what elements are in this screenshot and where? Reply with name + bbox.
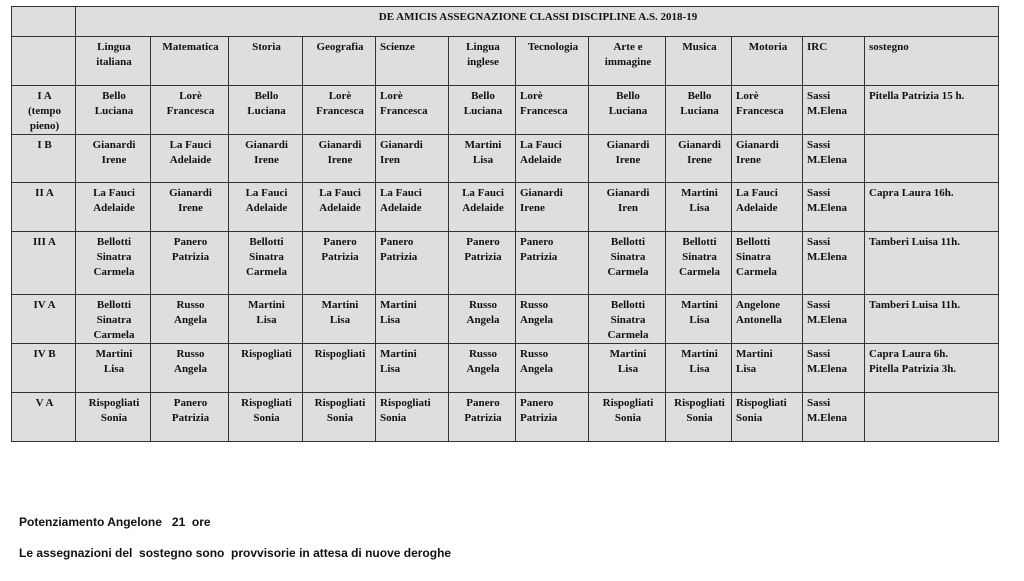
table-row xyxy=(12,183,999,232)
assignment-cell: La Fauci Adelaide xyxy=(449,183,516,232)
assignment-cell: La Fauci Adelaide xyxy=(229,183,303,232)
assignment-cell: Panero Patrizia xyxy=(151,393,229,442)
assignment-cell: Bellotti Sinatra Carmela xyxy=(589,232,666,295)
class-label: II A xyxy=(12,183,76,232)
assignment-cell: Gianardi Irene xyxy=(666,135,732,183)
assignment-cell: Bellotti Sinatra Carmela xyxy=(229,232,303,295)
assignment-cell: Gianardi Iren xyxy=(376,135,449,183)
assignment-cell: Gianardi Irene xyxy=(76,135,151,183)
assignment-cell xyxy=(865,393,999,442)
header-row xyxy=(12,37,999,86)
assignment-cell xyxy=(865,135,999,183)
table-row xyxy=(12,393,999,442)
assignment-cell: La Fauci Adelaide xyxy=(76,183,151,232)
potenziamento-note: Potenziamento Angelone 21 ore xyxy=(19,515,211,529)
assignment-cell: Lorè Francesca xyxy=(303,86,376,135)
assignment-cell: Panero Patrizia xyxy=(303,232,376,295)
assignment-cell: Lorè Francesca xyxy=(516,86,589,135)
assignment-cell: Lorè Francesca xyxy=(151,86,229,135)
assignment-cell: Gianardi Irene xyxy=(516,183,589,232)
assignment-cell: La Fauci Adelaide xyxy=(516,135,589,183)
assignment-cell: Capra Laura 6h. Pitella Patrizia 3h. xyxy=(865,344,999,393)
class-label: IV A xyxy=(12,295,76,344)
assignment-cell: Rispogliati Sonia xyxy=(229,393,303,442)
assignment-cell: Rispogliati Sonia xyxy=(666,393,732,442)
assignment-cell: Martini Lisa xyxy=(732,344,803,393)
assignment-cell: Gianardi Iren xyxy=(589,183,666,232)
assignment-cell: Russo Angela xyxy=(516,295,589,344)
assignment-cell: Russo Angela xyxy=(151,344,229,393)
assignment-cell: Rispogliati xyxy=(229,344,303,393)
table-row xyxy=(12,344,999,393)
assignment-cell: La Fauci Adelaide xyxy=(303,183,376,232)
assignment-cell: Gianardi Irene xyxy=(151,183,229,232)
assignment-cell: Rispogliati Sonia xyxy=(303,393,376,442)
assignment-cell: Bellotti Sinatra Carmela xyxy=(76,232,151,295)
assignment-cell: Martini Lisa xyxy=(76,344,151,393)
table-title: DE AMICIS ASSEGNAZIONE CLASSI DISCIPLINE A.S. 2018-19 xyxy=(76,7,999,37)
assignment-cell: Sassi M.Elena xyxy=(803,183,865,232)
table-corner-cell xyxy=(12,7,76,37)
sostegno-note: Le assegnazioni del sostegno sono provvisorie in attesa di nuove deroghe xyxy=(19,546,452,560)
assignment-table xyxy=(11,6,999,442)
header-cell: Tecnologia xyxy=(516,37,589,86)
assignment-cell: Rispogliati Sonia xyxy=(589,393,666,442)
header-cell: Motoria xyxy=(732,37,803,86)
table-row xyxy=(12,232,999,295)
assignment-cell: Russo Angela xyxy=(151,295,229,344)
assignment-cell: Lorè Francesca xyxy=(732,86,803,135)
assignment-cell: Capra Laura 16h. xyxy=(865,183,999,232)
header-cell: Lingua italiana xyxy=(76,37,151,86)
assignment-cell: Panero Patrizia xyxy=(449,232,516,295)
class-label: III A xyxy=(12,232,76,295)
header-cell: Arte e immagine xyxy=(589,37,666,86)
assignment-cell: Martini Lisa xyxy=(666,183,732,232)
assignment-cell: Panero Patrizia xyxy=(516,393,589,442)
assignment-cell: Martini Lisa xyxy=(449,135,516,183)
assignment-cell: Rispogliati xyxy=(303,344,376,393)
assignment-cell: Tamberi Luisa 11h. xyxy=(865,295,999,344)
assignment-cell: Tamberi Luisa 11h. xyxy=(865,232,999,295)
header-corner-cell xyxy=(12,37,76,86)
header-cell: IRC xyxy=(803,37,865,86)
assignment-cell: Panero Patrizia xyxy=(449,393,516,442)
assignment-cell: Martini Lisa xyxy=(229,295,303,344)
table-row xyxy=(12,135,999,183)
header-cell: Geografia xyxy=(303,37,376,86)
assignment-cell: Bellotti Sinatra Carmela xyxy=(732,232,803,295)
assignment-cell: Sassi M.Elena xyxy=(803,295,865,344)
class-label: IV B xyxy=(12,344,76,393)
assignment-cell: Bello Luciana xyxy=(76,86,151,135)
assignment-cell: Panero Patrizia xyxy=(151,232,229,295)
assignment-cell: Gianardi Irene xyxy=(303,135,376,183)
assignment-cell: Rispogliati Sonia xyxy=(732,393,803,442)
header-cell: Lingua inglese xyxy=(449,37,516,86)
header-cell: Storia xyxy=(229,37,303,86)
header-cell: Scienze xyxy=(376,37,449,86)
header-cell: Musica xyxy=(666,37,732,86)
assignment-cell: Russo Angela xyxy=(449,344,516,393)
class-label: I B xyxy=(12,135,76,183)
assignment-cell: La Fauci Adelaide xyxy=(732,183,803,232)
assignment-cell: La Fauci Adelaide xyxy=(151,135,229,183)
assignment-cell: Gianardi Irene xyxy=(589,135,666,183)
assignment-cell: La Fauci Adelaide xyxy=(376,183,449,232)
table-row xyxy=(12,295,999,344)
assignment-cell: Sassi M.Elena xyxy=(803,135,865,183)
assignment-cell: Martini Lisa xyxy=(303,295,376,344)
class-label: I A (tempo pieno) xyxy=(12,86,76,135)
assignment-cell: Lorè Francesca xyxy=(376,86,449,135)
assignment-cell: Rispogliati Sonia xyxy=(376,393,449,442)
header-cell: sostegno xyxy=(865,37,999,86)
assignment-cell: Bello Luciana xyxy=(229,86,303,135)
assignment-cell: Gianardi Irene xyxy=(732,135,803,183)
assignment-cell: Martini Lisa xyxy=(589,344,666,393)
assignment-cell: Sassi M.Elena xyxy=(803,232,865,295)
assignment-cell: Bellotti Sinatra Carmela xyxy=(666,232,732,295)
assignment-cell: Rispogliati Sonia xyxy=(76,393,151,442)
assignment-cell: Russo Angela xyxy=(449,295,516,344)
table-row xyxy=(12,86,999,135)
assignment-cell: Bellotti Sinatra Carmela xyxy=(76,295,151,344)
assignment-cell: Martini Lisa xyxy=(376,295,449,344)
assignment-cell: Bellotti Sinatra Carmela xyxy=(589,295,666,344)
assignment-cell: Sassi M.Elena xyxy=(803,393,865,442)
assignment-cell: Sassi M.Elena xyxy=(803,344,865,393)
assignment-cell: Bello Luciana xyxy=(666,86,732,135)
assignment-cell: Bello Luciana xyxy=(449,86,516,135)
assignment-cell: Angelone Antonella xyxy=(732,295,803,344)
assignment-cell: Martini Lisa xyxy=(666,344,732,393)
assignment-cell: Gianardi Irene xyxy=(229,135,303,183)
assignment-cell: Martini Lisa xyxy=(666,295,732,344)
assignment-cell: Bello Luciana xyxy=(589,86,666,135)
assignment-cell: Martini Lisa xyxy=(376,344,449,393)
assignment-cell: Panero Patrizia xyxy=(376,232,449,295)
assignment-cell: Panero Patrizia xyxy=(516,232,589,295)
assignment-cell: Pitella Patrizia 15 h. xyxy=(865,86,999,135)
assignment-cell: Sassi M.Elena xyxy=(803,86,865,135)
assignment-cell: Russo Angela xyxy=(516,344,589,393)
class-label: V A xyxy=(12,393,76,442)
header-cell: Matematica xyxy=(151,37,229,86)
